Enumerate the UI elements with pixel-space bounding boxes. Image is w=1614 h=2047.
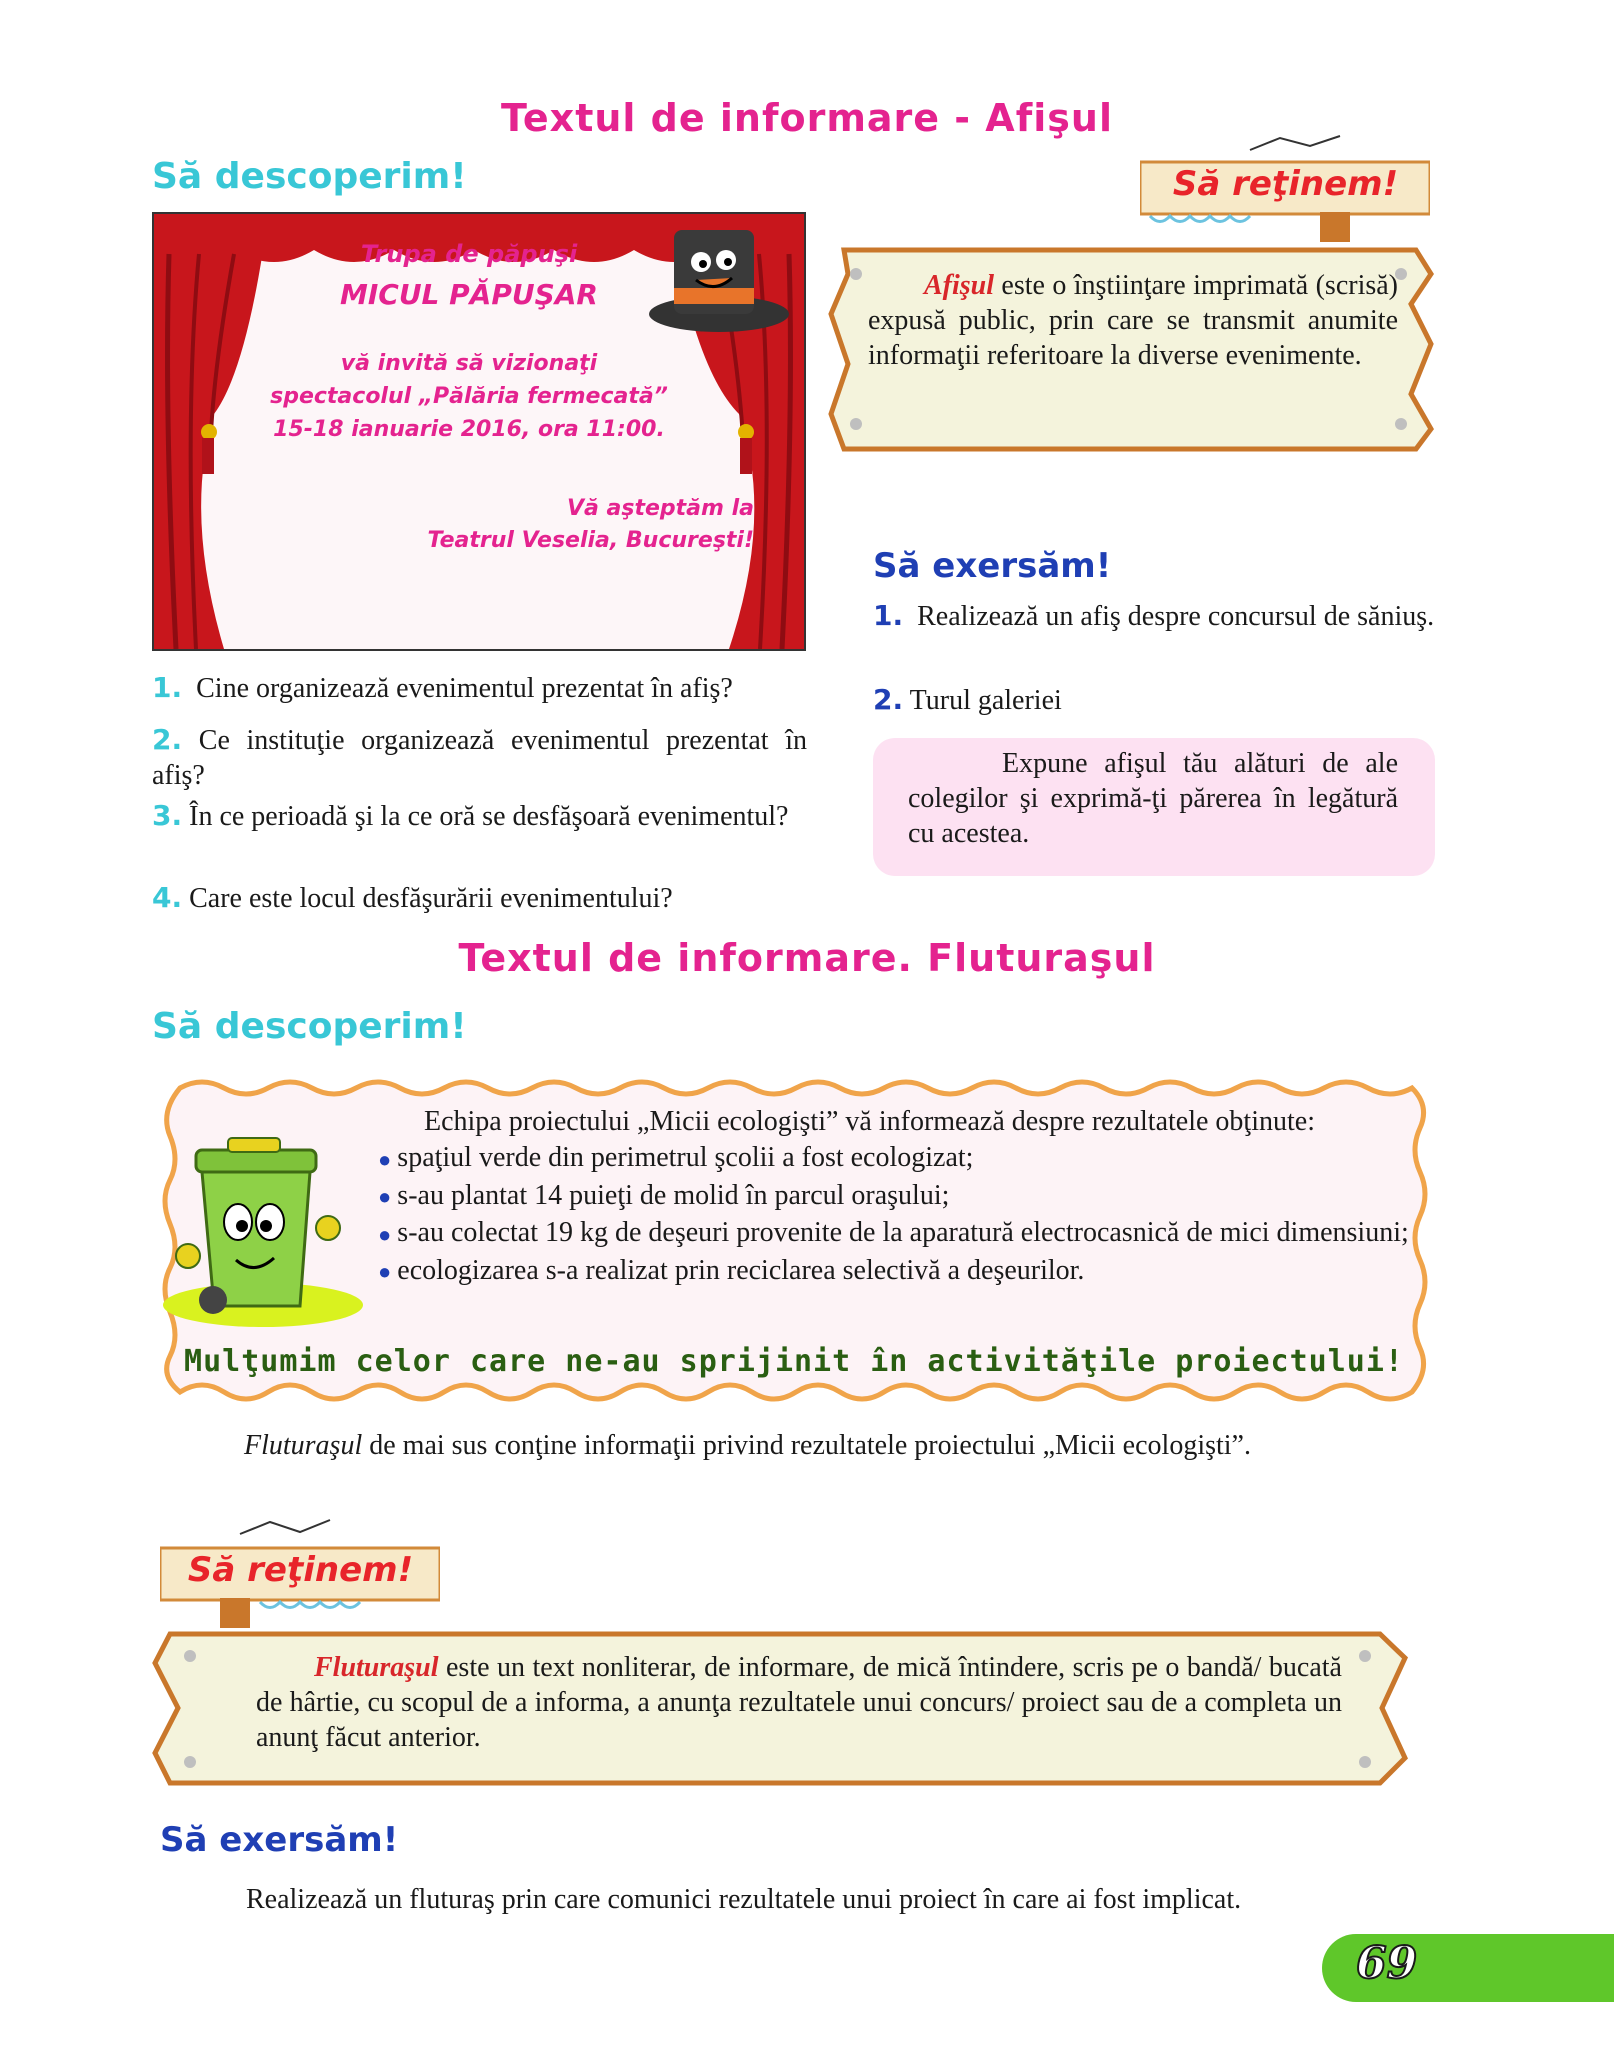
section-title-leaflet: Textul de informare. Fluturaşul: [458, 936, 1156, 980]
leaflet-bullet-4: [378, 1253, 1418, 1291]
retain-sign-2: [160, 1518, 440, 1628]
question-2: [152, 722, 807, 793]
leaflet-bullet-text-1: spaţiul verde din perimetrul şcolii a fost ecologizat;: [397, 1142, 974, 1173]
bullet-icon: ●: [378, 1146, 392, 1172]
poster-line-5: 15-18 ianuarie 2016, ora 11:00.: [273, 417, 665, 442]
discover-heading: Să descoperim!: [152, 156, 467, 197]
leaflet-bullet-3: [378, 1215, 1418, 1253]
leaflet-intro: Echipa proiectului „Micii ecologişti” vă informează despre rezultatele obţinute:: [424, 1106, 1315, 1137]
question-text-3: În ce perioadă şi la ce oră se desfăşoară evenimentul?: [189, 801, 789, 832]
poster-line-4: spectacolul „Pălăria fermecată”: [270, 384, 668, 409]
caption-term: Fluturaşul: [244, 1430, 363, 1461]
discover-heading-2: Să descoperim!: [152, 1006, 467, 1047]
leaflet-bullet-text-2: s-au plantat 14 puieţi de molid în parcul oraşului;: [397, 1179, 950, 1211]
definition-term-leaflet: Fluturaşul: [314, 1652, 439, 1683]
question-num-1: 1.: [152, 671, 183, 704]
question-3: [152, 798, 807, 834]
caption-text: de mai sus conţine informaţii privind rezultatele proiectului „Micii ecologişti”.: [362, 1430, 1251, 1461]
poster-line-2: MICUL PĂPUŞAR: [339, 278, 598, 311]
leaflet-content: [378, 1104, 1418, 1290]
question-num-2: 2.: [152, 723, 183, 756]
retain-tag-1: Să reţinem!: [1172, 164, 1399, 204]
exercise-text-1: Realizează un afiş despre concursul de săniuş.: [917, 601, 1435, 632]
exercise-heading-2: Să exersăm!: [160, 1820, 399, 1860]
poster-line-3: vă invită să vizionaţi: [340, 351, 598, 376]
poster-image: [152, 212, 806, 651]
poster-line-1: Trupa de păpuşi: [360, 240, 578, 268]
definition-body-poster: este o înştiinţare imprimată (scrisă) expusă public, prin care se transmit anumite informaţii referitoare la diverse evenimente.: [868, 270, 1398, 371]
poster-line-7: Teatrul Veselia, Bucureşti!: [427, 528, 754, 553]
retain-tag-2: Să reţinem!: [187, 1550, 414, 1590]
definition-text-leaflet: [256, 1650, 1342, 1755]
question-num-3: 3.: [152, 799, 183, 832]
bullet-icon: ●: [378, 1221, 392, 1247]
definition-term-poster: Afişul: [924, 270, 995, 301]
bullet-icon: ●: [378, 1184, 392, 1210]
page-number: 69: [1356, 1938, 1418, 1989]
leaflet-thanks: Mulţumim celor care ne-au sprijinit în activităţile proiectului!: [184, 1344, 1404, 1379]
exercise-text-leaflet: Realizează un fluturaş prin care comunici rezultatele unui proiect în care ai fost implicat.: [246, 1884, 1242, 1915]
definition-body-leaflet: este un text nonliterar, de informare, de mică întindere, scris pe o bandă/ bucată de hârtie, cu scopul de a informa, a anunţa rezultatele unui concurs/ proiect sau de a completa un anunţ făcut anterior.: [256, 1652, 1342, 1753]
question-text-4: Care este locul desfăşurării evenimentului?: [189, 883, 673, 914]
definition-box-leaflet: [150, 1628, 1410, 1788]
definition-text-poster: [868, 268, 1398, 373]
question-text-2: Ce instituţie organizează evenimentul prezentat în afiş?: [152, 725, 807, 791]
question-num-4: 4.: [152, 881, 183, 914]
leaflet-bullet-text-3: s-au colectat 19 kg de deşeuri provenite de la aparatură electrocasnică de mici dimensiuni;: [397, 1217, 1409, 1249]
gallery-note-text: Expune afişul tău alături de ale colegilor şi exprimă-ţi părerea în legătură cu acestea.: [908, 748, 1398, 849]
exercise-heading-1: Să exersăm!: [873, 546, 1112, 586]
question-4: [152, 880, 807, 916]
bullet-icon: ●: [378, 1259, 392, 1285]
recycle-bin-icon: [158, 1130, 368, 1330]
exercise-1: [873, 598, 1435, 634]
leaflet-bullet-text-4: ecologizarea s-a realizat prin reciclarea selectivă a deşeurilor.: [397, 1254, 1085, 1286]
exercise-text-2: Turul galeriei: [909, 685, 1062, 716]
leaflet-box: [150, 1076, 1438, 1406]
leaflet-caption: [244, 1428, 1444, 1463]
definition-box-poster: [826, 244, 1436, 454]
question-1: [152, 670, 807, 706]
leaflet-bullet-1: [378, 1140, 1418, 1178]
section-title-poster: Textul de informare - Afişul: [501, 96, 1113, 140]
question-text-1: Cine organizează evenimentul prezentat în afiş?: [196, 673, 733, 704]
poster-line-6: Vă aşteptăm la: [567, 496, 754, 521]
retain-sign: [1140, 132, 1430, 242]
exercise-num-2: 2.: [873, 683, 904, 716]
exercise-num-1: 1.: [873, 599, 904, 632]
exercise-2: [873, 682, 1435, 718]
leaflet-bullet-2: [378, 1178, 1418, 1216]
